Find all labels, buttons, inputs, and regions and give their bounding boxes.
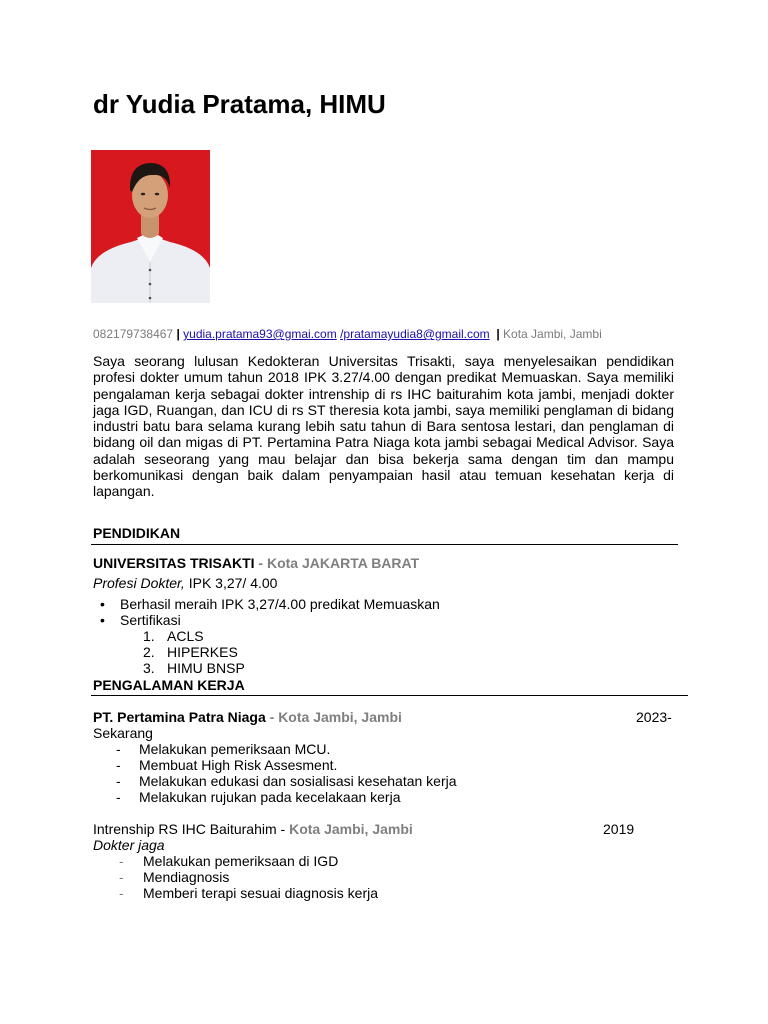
contact-line [93, 327, 602, 341]
job-year: 2019 [603, 821, 635, 837]
profile-summary: Saya seorang lulusan Kedokteran Universitas Trisakti, saya menyelesaikan pendidikan profesi dokter umum tahun 2018 IPK 3.27/4.00 dengan predikat Memuaskan. Saya memiliki pengalaman kerja sebagai dokter intrenship di rs IHC baiturahim kota jambi, menjadi dokter jaga IGD, Ruangan, dan ICU di rs ST theresia kota jambi, saya memiliki penglaman di bidang industri batu bara selama kurang lebih satu tahun di Bara sentosa lestari, dan penglaman di bidang oil dan migas di PT. Pertamina Patra Niaga kota jambi sebagai Medical Advisor. Saya adalah seseorang yang mau belajar dan bisa bekerja sama dengan tim dan mampu berkomunikasi dengan baik dalam penyampaian hasil atau temuan kesehatan kerja di lapangan. [93, 353, 674, 500]
job-task: Melakukan edukasi dan sosialisasi kesehatan kerja [139, 773, 457, 789]
institution-name: UNIVERSITAS TRISAKTI [93, 555, 255, 571]
dash-icon: - [119, 869, 124, 885]
job-period-end: Sekarang [93, 725, 153, 741]
job-role: Dokter jaga [93, 837, 165, 853]
company-name: PT. Pertamina Patra Niaga [93, 709, 266, 725]
bullet-icon: • [100, 596, 105, 612]
profile-photo [91, 150, 210, 303]
education-institution-line [93, 555, 419, 571]
email-link-1[interactable]: yudia.pratama93@gmai.com [183, 327, 337, 341]
certification-item: HIPERKES [167, 644, 238, 660]
gpa: IPK 3,27/ 4.00 [188, 575, 278, 591]
company-name: Intrenship RS IHC Baiturahim - [93, 821, 286, 837]
dash-icon: - [116, 741, 121, 757]
education-heading: PENDIDIKAN [93, 525, 181, 541]
certification-item: HIMU BNSP [167, 660, 245, 676]
separator: | [176, 327, 180, 341]
education-bullet: Sertifikasi [120, 612, 181, 628]
dash-icon: - [119, 853, 124, 869]
divider [91, 695, 688, 696]
dash-icon: - [116, 757, 121, 773]
degree-line [93, 575, 277, 591]
company-location: Kota Jambi, Jambi [289, 821, 413, 837]
company-location: - Kota Jambi, Jambi [269, 709, 402, 725]
degree: Profesi Dokter, [93, 575, 185, 591]
bullet-icon: • [100, 612, 105, 628]
job-task: Melakukan pemeriksaan MCU. [139, 741, 331, 757]
separator: | [496, 327, 500, 341]
certification-item: ACLS [167, 628, 204, 644]
phone-number: 082179738467 [93, 327, 174, 341]
experience-heading: PENGALAMAN KERJA [93, 677, 245, 693]
job-title-line [93, 821, 413, 837]
dash-icon: - [119, 885, 124, 901]
list-number: 2. [143, 644, 155, 660]
education-bullet: Berhasil meraih IPK 3,27/4.00 predikat Memuaskan [120, 596, 440, 612]
list-number: 1. [143, 628, 155, 644]
job-task: Mendiagnosis [143, 869, 230, 885]
email-link-2[interactable]: /pratamayudia8@gmail.com [340, 327, 490, 341]
location: Kota Jambi, Jambi [503, 327, 602, 341]
job-title-line [93, 709, 402, 725]
page-title: dr Yudia Pratama, HIMU [93, 89, 386, 119]
job-period: 2023- [636, 709, 672, 725]
dash-icon: - [116, 773, 121, 789]
job-task: Membuat High Risk Assesment. [139, 757, 338, 773]
job-task: Memberi terapi sesuai diagnosis kerja [143, 885, 378, 901]
list-number: 3. [143, 660, 155, 676]
divider [91, 544, 678, 545]
dash-icon: - [116, 789, 121, 805]
job-task: Melakukan rujukan pada kecelakaan kerja [139, 789, 401, 805]
institution-location: - Kota JAKARTA BARAT [258, 555, 420, 571]
job-task: Melakukan pemeriksaan di IGD [143, 853, 339, 869]
